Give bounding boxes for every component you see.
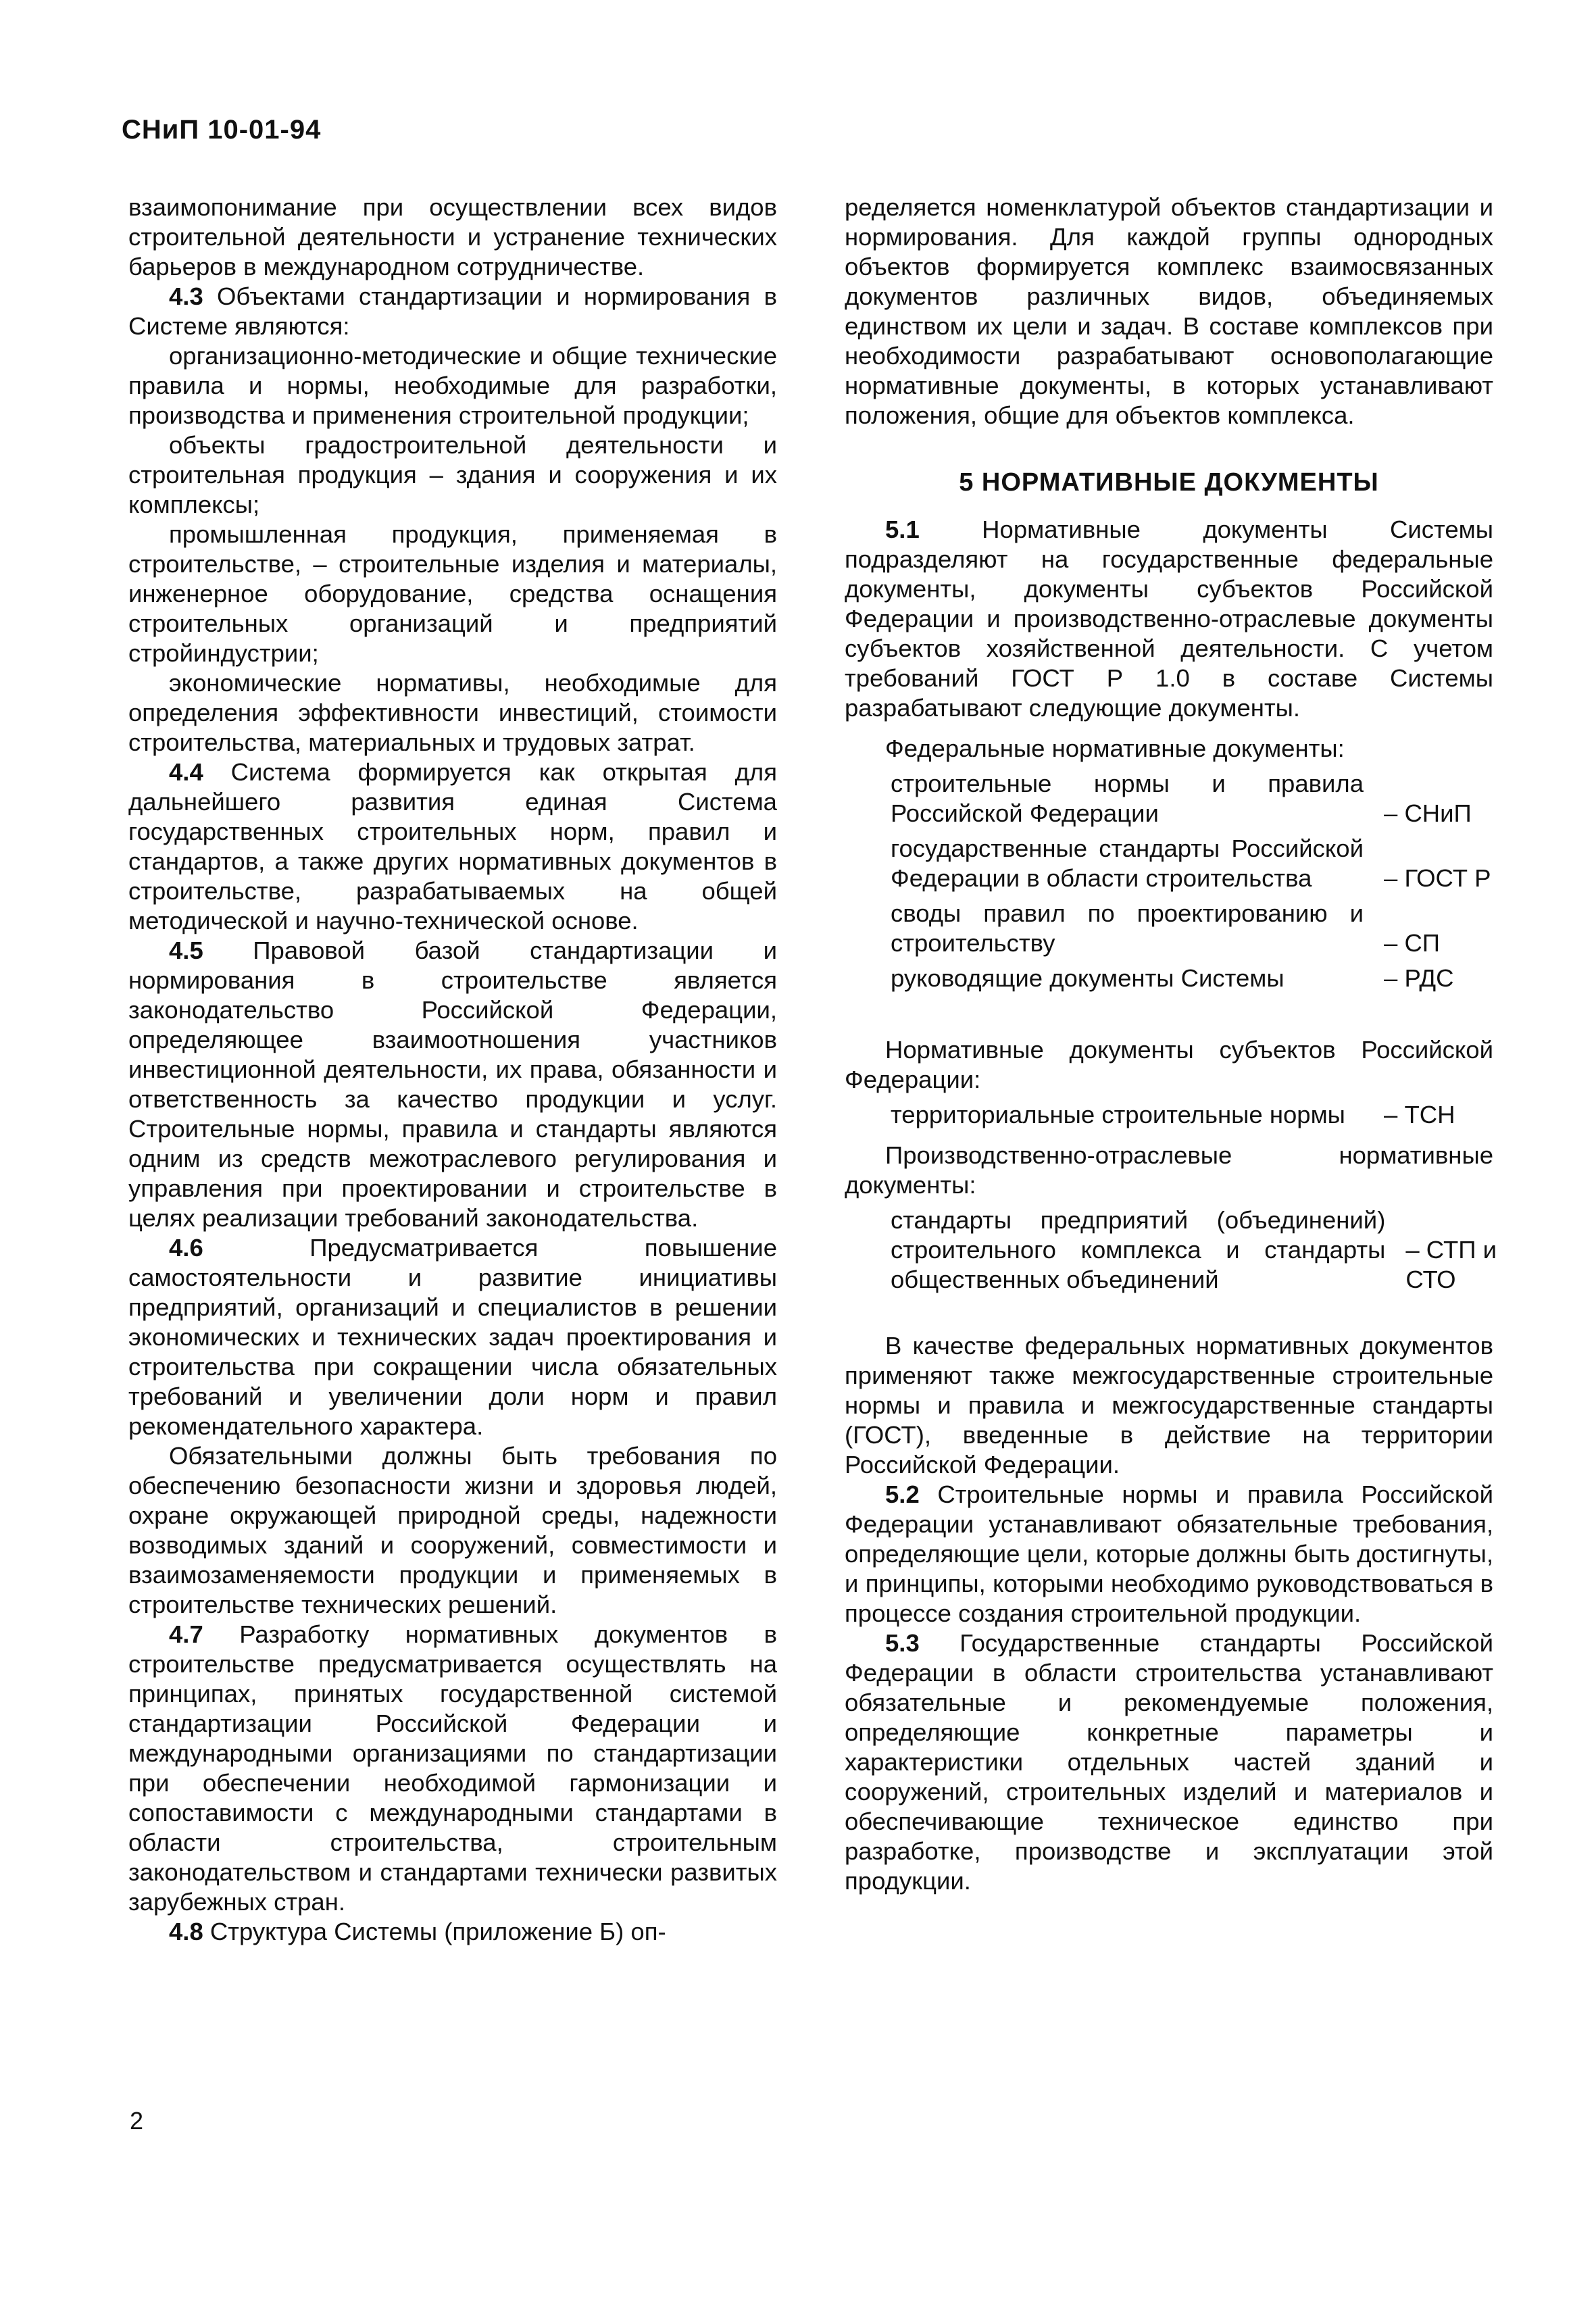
clause-number: 4.7 (169, 1620, 203, 1648)
clause-text: Разработку нормативных документов в строительстве предусматривается осуществлять на принципах, принятых государственной системой стандартизации Российской Федерации и международными организациями по стандартизации при обеспечении необходимой гармонизации и сопоставимости с международными стандартами в области строительства, строительным законодательством и стандартами технически развитых зарубежных стран. (128, 1620, 777, 1916)
paragraph-5-2 (845, 1480, 1493, 1628)
paragraph: организационно-методические и общие технические правила и нормы, необходимые для разработки, производства и применения строительной продукции; (128, 342, 777, 429)
clause-text: Нормативные документы Системы подразделяют на государственные федеральные документы, документы субъектов Российской Федерации и производственно-отраслевые документы субъектов хозяйственной деятельности. С учетом требований ГОСТ Р 1.0 в составе Системы разрабатывают следующие документы. (845, 516, 1493, 722)
doc-code: – РДС (1384, 964, 1454, 992)
clause-number: 4.8 (169, 1918, 203, 1945)
doc-name: государственные стандарты Российской Федерации в области строительства (891, 835, 1364, 892)
paragraph: взаимопонимание при осуществлении всех видов строительной деятельности и устранение технических барьеров в международном сотрудничестве. (128, 193, 777, 280)
clause-text: Объектами стандартизации и нормирования в Системе являются: (128, 282, 777, 340)
doc-code: – ГОСТ Р (1384, 864, 1491, 892)
clause-number: 4.4 (169, 758, 203, 786)
clause-text: Предусматривается повышение самостоятельности и развитие инициативы предприятий, организаций и специалистов в решении экономических и технических задач проектирования и строительства при сокращении числа обязательных требований и увеличении доли норм и правил рекомендательного характера. (128, 1234, 777, 1440)
paragraph-4-7 (128, 1620, 777, 1917)
paragraph-5-1 (845, 515, 1493, 723)
regional-docs-heading: Нормативные документы субъектов Российской Федерации: (845, 1036, 1493, 1093)
page-number: 2 (130, 2107, 144, 2135)
clause-text: Государственные стандарты Российской Федерации в области строительства устанавливают обязательные и рекомендуемые положения, определяющие конкретные параметры и характеристики отдельных частей зданий и сооружений, строительных изделий и материалов и обеспечивающие техническое единство при разработке, производстве и эксплуатации этой продукции. (845, 1629, 1493, 1895)
doc-row (891, 769, 1519, 834)
clause-number: 5.1 (885, 516, 920, 543)
clause-text: Строительные нормы и правила Российской Федерации устанавливают обязательные требования, определяющие цели, которые должны быть достигнуты, и принципы, которыми необходимо руководствоваться в процессе создания строительной продукции. (845, 1480, 1493, 1627)
paragraph: В качестве федеральных нормативных документов применяют также межгосударственные строительные нормы и правила и межгосударственные стандарты (ГОСТ), введенные в действие на территории Российской Федерации. (845, 1332, 1493, 1478)
doc-name: стандарты предприятий (объединений) строительного комплекса и стандарты общественных объединений (891, 1206, 1386, 1293)
regional-docs-table (891, 1100, 1519, 1135)
paragraph-4-3 (128, 282, 777, 341)
doc-row (891, 899, 1519, 964)
industry-docs-table (891, 1205, 1519, 1300)
paragraph: объекты градостроительной деятельности и строительная продукция – здания и сооружения и их комплексы; (128, 431, 777, 518)
clause-number: 5.3 (885, 1629, 920, 1657)
section-title: 5 НОРМАТИВНЫЕ ДОКУМЕНТЫ (959, 468, 1379, 497)
doc-name: строительные нормы и правила Российской Федерации (891, 770, 1364, 827)
doc-row (891, 964, 1519, 999)
paragraph-4-4 (128, 757, 777, 936)
doc-row (891, 1100, 1519, 1135)
industry-docs-heading: Производственно-отраслевые нормативные документы: (845, 1141, 1493, 1199)
doc-row (891, 1205, 1519, 1300)
doc-code: – СП (1384, 929, 1441, 957)
paragraph: ределяется номенклатурой объектов стандартизации и нормирования. Для каждой группы однородных объектов формируется комплекс взаимосвязанных документов различных видов, объединяемых единством их цели и задач. В составе комплексов при необходимости разрабатывают основополагающие нормативные документы, в которых устанавливают положения, общие для объектов комплекса. (845, 193, 1493, 429)
paragraph: Обязательными должны быть требования по обеспечению безопасности жизни и здоровья людей, охране окружающей природной среды, надежности возводимых зданий и сооружений, совместимости и взаимозаменяемости продукции и применяемых в строительстве технических решений. (128, 1442, 777, 1618)
clause-number: 4.6 (169, 1234, 203, 1262)
clause-number: 4.3 (169, 282, 203, 310)
paragraph: промышленная продукция, применяемая в строительстве, – строительные изделия и материалы, инженерное оборудование, средства оснащения строительных организаций и предприятий стройиндустрии; (128, 520, 777, 667)
paragraph: экономические нормативы, необходимые для определения эффективности инвестиций, стоимости строительства, материальных и трудовых затрат. (128, 669, 777, 756)
clause-text: Система формируется как открытая для дальнейшего развития единая Система государственных строительных норм, правил и стандартов, а также других нормативных документов в строительстве, разрабатываемых на общей методической и научно-технической основе. (128, 758, 777, 935)
doc-code: – ТСН (1384, 1101, 1455, 1128)
paragraph-4-5 (128, 936, 777, 1233)
paragraph-4-8 (128, 1917, 777, 1947)
document-header: СНиП 10-01-94 (122, 115, 322, 145)
right-column (845, 193, 1497, 1896)
doc-name: руководящие документы Системы (891, 964, 1285, 992)
doc-code: – СНиП (1384, 799, 1472, 827)
clause-number: 5.2 (885, 1480, 920, 1508)
left-column (128, 193, 777, 1947)
spacer (845, 1304, 1493, 1331)
federal-docs-heading: Федеральные нормативные документы: (885, 735, 1345, 762)
doc-row (891, 834, 1519, 899)
doc-code: – СТП и СТО (1405, 1236, 1497, 1293)
clause-text: Структура Системы (приложение Б) оп- (203, 1918, 666, 1945)
doc-name: территориальные строительные нормы (891, 1101, 1345, 1128)
clause-number: 4.5 (169, 937, 203, 964)
spacer (845, 1003, 1493, 1030)
doc-name: своды правил по проектированию и строительству (891, 899, 1364, 957)
clause-text: Правовой базой стандартизации и нормирования в строительстве является законодательство Российской Федерации, определяющее взаимоотношения участников инвестиционной деятельности, их права, обязанности и ответственность за качество продукции и услуг. Строительные нормы, правила и стандарты являются одним из средств межотраслевого регулирования и управления при проектировании и строительстве в целях реализации требований законодательства. (128, 937, 777, 1232)
paragraph-5-3 (845, 1628, 1493, 1896)
federal-docs-table (891, 769, 1519, 999)
paragraph-4-6 (128, 1233, 777, 1441)
